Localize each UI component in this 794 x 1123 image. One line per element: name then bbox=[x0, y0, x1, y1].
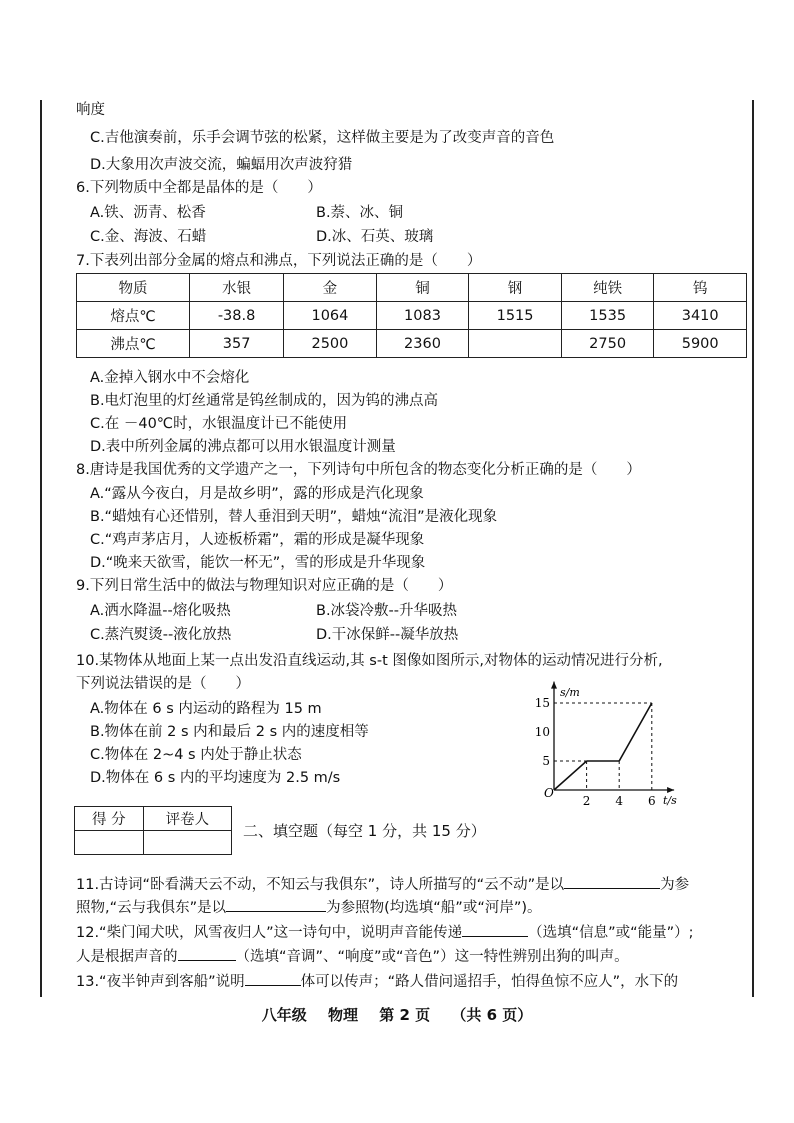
q12-part-3: 人是根据声音的 bbox=[76, 949, 178, 965]
graph-series bbox=[554, 703, 652, 790]
answer-blank bbox=[226, 896, 326, 912]
option-c: C.蒸汽熨烫--液化放热 bbox=[90, 627, 232, 643]
q11-part-3: 照物,“云与我俱东”是以 bbox=[76, 900, 227, 916]
table-cell: 熔点℃ bbox=[77, 302, 190, 330]
y-axis-arrow bbox=[551, 682, 557, 689]
footer-subject: 物理 bbox=[327, 1006, 358, 1024]
section-title: 二、填空题（每空 1 分，共 15 分） bbox=[243, 822, 486, 840]
table-cell: 1083 bbox=[376, 302, 469, 330]
score-box bbox=[74, 806, 232, 855]
question-6: 6.下列物质中全都是晶体的是（ ） bbox=[76, 180, 322, 196]
question-9: 9.下列日常生活中的做法与物理知识对应正确的是（ ） bbox=[76, 578, 453, 594]
right-border-line bbox=[752, 100, 754, 997]
question-12-cont bbox=[76, 945, 629, 967]
x-tick-label: 2 bbox=[582, 794, 591, 808]
x-tick-label: 4 bbox=[615, 794, 624, 808]
option-a: A.铁、沥青、松香 bbox=[90, 205, 206, 221]
q13-part-2: 体可以传声；“路人借问遥招手，怕得鱼惊不应人”，水下的 bbox=[300, 974, 679, 990]
table-cell: 357 bbox=[190, 330, 284, 358]
option-a: A.“露从今夜白，月是故乡明”，露的形成是汽化现象 bbox=[90, 486, 424, 502]
question-7: 7.下表列出部分金属的熔点和沸点，下列说法正确的是（ ） bbox=[76, 253, 482, 269]
option-a: A.金掉入钢水中不会熔化 bbox=[90, 370, 250, 386]
table-cell: 纯铁 bbox=[561, 274, 654, 302]
footer-page: 第 2 页 bbox=[379, 1006, 431, 1024]
question-13 bbox=[76, 970, 678, 992]
option-d: D.干冰保鲜--凝华放热 bbox=[316, 627, 459, 643]
y-tick-label: 5 bbox=[542, 754, 550, 768]
x-axis-arrow bbox=[667, 787, 674, 793]
s-t-graph bbox=[530, 680, 690, 810]
table-row-boiling bbox=[77, 330, 747, 358]
option-d: D.冰、石英、玻璃 bbox=[316, 229, 434, 245]
option-c: C.物体在 2~4 s 内处于静止状态 bbox=[90, 747, 302, 763]
option-b: B.“蜡烛有心还惜别，替人垂泪到天明”，蜡烛“流泪”是液化现象 bbox=[90, 509, 498, 525]
table-cell: 2500 bbox=[284, 330, 377, 358]
option-c: C.在 －40℃时，水银温度计已不能使用 bbox=[90, 416, 348, 432]
option-b: B.萘、冰、铜 bbox=[316, 205, 404, 221]
question-10: 10.某物体从地面上某一点出发沿直线运动,其 s-t 图像如图所示,对物体的运动情况进行分析, bbox=[76, 653, 663, 669]
table-row-melting bbox=[77, 302, 747, 330]
q11-part-4: 为参照物(均选填“船”或“河岸”)。 bbox=[326, 900, 542, 916]
x-tick-label: 6 bbox=[647, 794, 656, 808]
answer-blank bbox=[462, 921, 528, 937]
table-cell: 水银 bbox=[190, 274, 284, 302]
question-11-cont bbox=[76, 896, 542, 918]
question-12 bbox=[76, 921, 694, 943]
table-cell: 5900 bbox=[654, 330, 747, 358]
option-d: D.表中所列金属的沸点都可以用水银温度计测量 bbox=[90, 439, 396, 455]
table-cell: 钨 bbox=[654, 274, 747, 302]
table-cell: 3410 bbox=[654, 302, 747, 330]
table-cell: 2360 bbox=[376, 330, 469, 358]
table-cell: -38.8 bbox=[190, 302, 284, 330]
grader-label: 评卷人 bbox=[143, 807, 231, 831]
score-cell bbox=[75, 831, 144, 855]
y-tick-label: 15 bbox=[534, 696, 550, 710]
x-axis-label: t/s bbox=[663, 794, 677, 807]
answer-blank bbox=[178, 945, 236, 961]
table-cell: 铜 bbox=[376, 274, 469, 302]
origin-label: O bbox=[544, 786, 554, 800]
option-b: B.物体在前 2 s 内和最后 2 s 内的速度相等 bbox=[90, 724, 369, 740]
question-8: 8.唐诗是我国优秀的文学遗产之一，下列诗句中所包含的物态变化分析正确的是（ ） bbox=[76, 462, 641, 478]
q12-part-4: （选填“音调”、“响度”或“音色”）这一特性辨别出狗的叫声。 bbox=[235, 949, 629, 965]
answer-blank bbox=[564, 873, 660, 889]
option-d: D.物体在 6 s 内的平均速度为 2.5 m/s bbox=[90, 770, 341, 786]
series-segment bbox=[554, 761, 587, 790]
option-d: D.大象用次声波交流，蝙蝠用次声波狩猎 bbox=[90, 157, 353, 173]
q11-part-1: 11.古诗词“卧看满天云不动，不知云与我俱东”，诗人所描写的“云不动”是以 bbox=[76, 877, 565, 893]
q12-part-1: 12.“柴门闻犬吠，风雪夜归人”这一诗句中，说明声音能传递 bbox=[76, 925, 463, 941]
option-b: B.冰袋冷敷--升华吸热 bbox=[316, 603, 458, 619]
question-11 bbox=[76, 873, 689, 895]
y-axis-label: s/m bbox=[560, 686, 580, 699]
option-d: D.“晚来天欲雪，能饮一杯无”，雪的形成是升华现象 bbox=[90, 555, 426, 571]
table-header-row bbox=[77, 274, 747, 302]
option-c: C.“鸡声茅店月，人迹板桥霜”，霜的形成是凝华现象 bbox=[90, 532, 425, 548]
table-cell: 1064 bbox=[284, 302, 377, 330]
option-a: A.物体在 6 s 内运动的路程为 15 m bbox=[90, 701, 322, 717]
table-cell: 沸点℃ bbox=[77, 330, 190, 358]
left-border-line bbox=[40, 100, 42, 997]
table-cell: 1515 bbox=[469, 302, 562, 330]
series-segment bbox=[619, 703, 652, 761]
table-cell: 物质 bbox=[77, 274, 190, 302]
table-cell: 2750 bbox=[561, 330, 654, 358]
table-cell: 钢 bbox=[469, 274, 562, 302]
page-footer bbox=[0, 1004, 794, 1025]
footer-grade: 八年级 bbox=[261, 1006, 307, 1024]
option-b: B.电灯泡里的灯丝通常是钨丝制成的，因为钨的沸点高 bbox=[90, 393, 439, 409]
y-tick-label: 10 bbox=[534, 725, 550, 739]
text-line: 响度 bbox=[76, 102, 105, 118]
q12-part-2: （选填“信息”或“能量”）; bbox=[528, 925, 694, 941]
q13-part-1: 13.“夜半钟声到客船”说明 bbox=[76, 974, 245, 990]
table-cell: 金 bbox=[284, 274, 377, 302]
q11-part-2: 为参 bbox=[660, 877, 690, 893]
grader-cell bbox=[143, 831, 231, 855]
option-c: C.金、海波、石蜡 bbox=[90, 229, 207, 245]
table-cell bbox=[469, 330, 562, 358]
score-label: 得 分 bbox=[75, 807, 144, 831]
answer-blank bbox=[245, 970, 301, 986]
footer-total: （共 6 页） bbox=[451, 1006, 533, 1024]
option-a: A.洒水降温--熔化吸热 bbox=[90, 603, 231, 619]
question-10-cont: 下列说法错误的是（ ） bbox=[76, 676, 250, 692]
metal-table bbox=[76, 273, 747, 358]
option-c: C.吉他演奏前，乐手会调节弦的松紧，这样做主要是为了改变声音的音色 bbox=[90, 130, 555, 146]
table-cell: 1535 bbox=[561, 302, 654, 330]
